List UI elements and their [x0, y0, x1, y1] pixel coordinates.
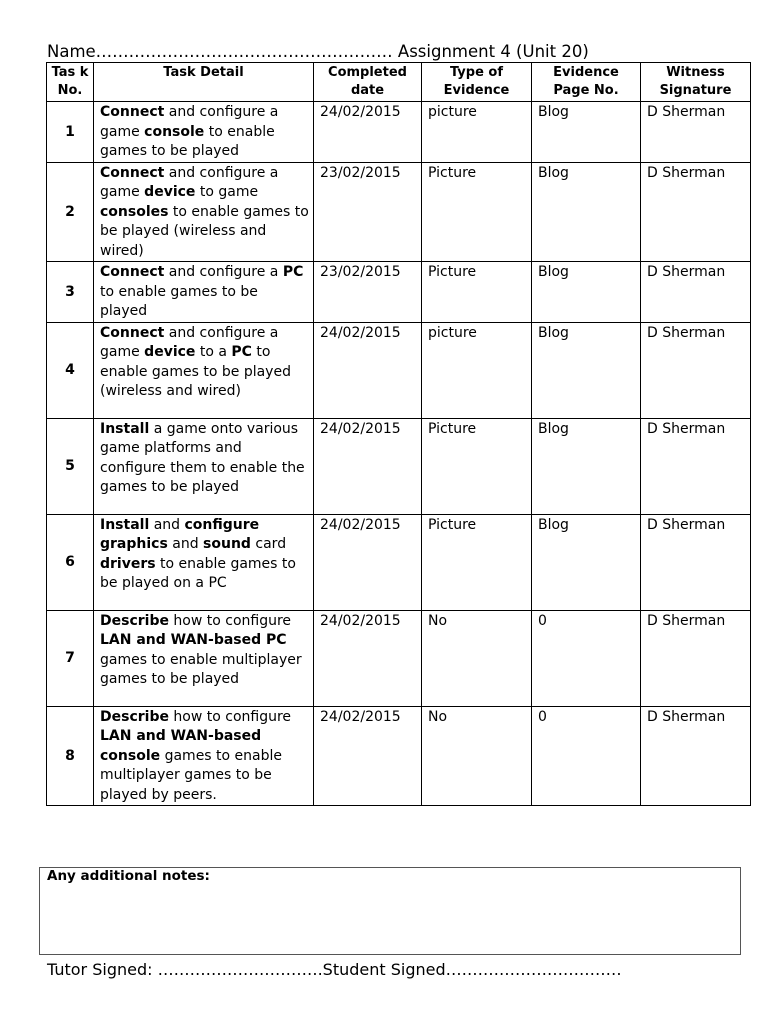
task-number: 8: [47, 706, 94, 806]
evidence-page: Blog: [532, 514, 641, 610]
witness-signature: D Sherman: [641, 162, 751, 262]
evidence-type: picture: [422, 102, 532, 163]
col-header-task-detail: Task Detail: [94, 63, 314, 102]
witness-signature: D Sherman: [641, 418, 751, 514]
task-detail-text: and configure a game: [100, 324, 279, 360]
completed-date: 24/02/2015: [314, 418, 422, 514]
evidence-page: Blog: [532, 102, 641, 163]
table-row: [47, 610, 751, 706]
task-detail-text: to a: [195, 344, 232, 360]
task-detail-keyword: configure graphics: [100, 516, 260, 552]
evidence-type: Picture: [422, 162, 532, 262]
completed-date: 23/02/2015: [314, 262, 422, 323]
task-detail-keyword: sound: [203, 536, 251, 552]
evidence-page: 0: [532, 706, 641, 806]
evidence-page: Blog: [532, 162, 641, 262]
completed-date: 23/02/2015: [314, 162, 422, 262]
table-header-row: [47, 63, 751, 102]
task-number: 5: [47, 418, 94, 514]
task-detail-keyword: PC: [282, 264, 304, 280]
task-detail: [94, 162, 314, 262]
table-row: [47, 706, 751, 806]
evidence-page: Blog: [532, 262, 641, 323]
col-header-task-no: Tas k No.: [47, 63, 94, 102]
task-detail-text: to enable games to be played on a PC: [100, 555, 296, 591]
task-detail-keyword: LAN and WAN-based PC: [100, 632, 287, 648]
evidence-type: picture: [422, 322, 532, 418]
col-header-witness-signature: Witness Signature: [641, 63, 751, 102]
evidence-page: Blog: [532, 418, 641, 514]
assignment-heading: Name……………………………………………… Assignment 4 (Unit 20): [47, 42, 589, 61]
task-detail: [94, 514, 314, 610]
task-detail-keyword: Connect: [100, 104, 165, 120]
task-detail-text: card: [250, 536, 287, 552]
task-detail-text: and configure a game: [100, 164, 279, 200]
task-detail-text: and: [149, 516, 185, 533]
task-detail-keyword: Connect: [100, 264, 165, 280]
task-detail-keyword: drivers: [100, 555, 156, 572]
task-detail-text: to enable games to be played: [100, 283, 258, 319]
evidence-type: No: [422, 610, 532, 706]
witness-signature: D Sherman: [641, 706, 751, 806]
task-detail-text: how to configure: [168, 612, 292, 629]
table-row: [47, 322, 751, 418]
additional-notes-label: Any additional notes:: [47, 868, 210, 884]
task-detail-text: to enable games to be played (wireless and wired): [100, 344, 291, 399]
task-detail: [94, 610, 314, 706]
table-row: [47, 162, 751, 262]
task-detail-text: to enable games to be played (wireless and wired): [100, 203, 309, 259]
witness-signature: D Sherman: [641, 262, 751, 323]
task-detail-keyword: Describe: [100, 708, 169, 725]
task-number: 1: [47, 102, 94, 163]
task-detail: [94, 706, 314, 806]
task-number: 7: [47, 610, 94, 706]
task-detail-keyword: Connect: [100, 164, 165, 181]
completed-date: 24/02/2015: [314, 514, 422, 610]
task-detail-text: and configure a game: [100, 104, 279, 140]
table-row: [47, 418, 751, 514]
task-detail-text: a game onto various game platforms and configure them to enable the games to be played: [100, 420, 305, 495]
task-detail-keyword: device: [144, 184, 196, 200]
completed-date: 24/02/2015: [314, 610, 422, 706]
witness-signature: D Sherman: [641, 610, 751, 706]
completed-date: 24/02/2015: [314, 706, 422, 806]
task-detail: [94, 322, 314, 418]
task-number: 2: [47, 162, 94, 262]
task-detail-keyword: Describe: [100, 612, 169, 629]
additional-notes-box[interactable]: [39, 867, 741, 955]
task-detail-keyword: Install: [100, 420, 150, 437]
task-detail-keyword: Install: [100, 516, 150, 533]
task-detail-text: games to enable multiplayer games to be played: [100, 651, 302, 687]
col-header-completed-date: Completed date: [314, 63, 422, 102]
task-detail-keyword: PC: [231, 344, 252, 360]
table-row: [47, 514, 751, 610]
evidence-type: Picture: [422, 514, 532, 610]
signature-line: Tutor Signed: ………………………….Student Signed……………………………: [47, 960, 622, 979]
task-detail: [94, 262, 314, 323]
task-detail-keyword: console: [144, 123, 205, 140]
table-row: [47, 102, 751, 163]
task-detail-text: how to configure: [168, 708, 292, 725]
evidence-type: No: [422, 706, 532, 806]
task-detail-text: and configure a: [164, 264, 283, 280]
task-detail-keyword: Connect: [100, 324, 165, 341]
task-detail-keyword: LAN and WAN-based console: [100, 728, 262, 764]
completed-date: 24/02/2015: [314, 102, 422, 163]
task-detail-text: games to enable multiplayer games to be played by peers.: [100, 747, 283, 803]
task-number: 4: [47, 322, 94, 418]
task-detail-keyword: consoles: [100, 203, 169, 220]
completed-date: 24/02/2015: [314, 322, 422, 418]
evidence-page: Blog: [532, 322, 641, 418]
task-number: 3: [47, 262, 94, 323]
witness-signature: D Sherman: [641, 514, 751, 610]
evidence-type: Picture: [422, 262, 532, 323]
table-row: [47, 262, 751, 323]
col-header-type-of-evidence: Type of Evidence: [422, 63, 532, 102]
task-detail-text: and: [167, 536, 204, 552]
task-detail: [94, 102, 314, 163]
task-detail-keyword: device: [144, 344, 196, 360]
evidence-type: Picture: [422, 418, 532, 514]
col-header-evidence-page-no: Evidence Page No.: [532, 63, 641, 102]
witness-signature: D Sherman: [641, 322, 751, 418]
evidence-page: 0: [532, 610, 641, 706]
witness-signature: D Sherman: [641, 102, 751, 163]
task-number: 6: [47, 514, 94, 610]
tasks-table: [46, 62, 751, 806]
task-detail: [94, 418, 314, 514]
task-detail-text: to game: [195, 184, 259, 200]
task-detail-text: to enable games to be played: [100, 123, 275, 159]
